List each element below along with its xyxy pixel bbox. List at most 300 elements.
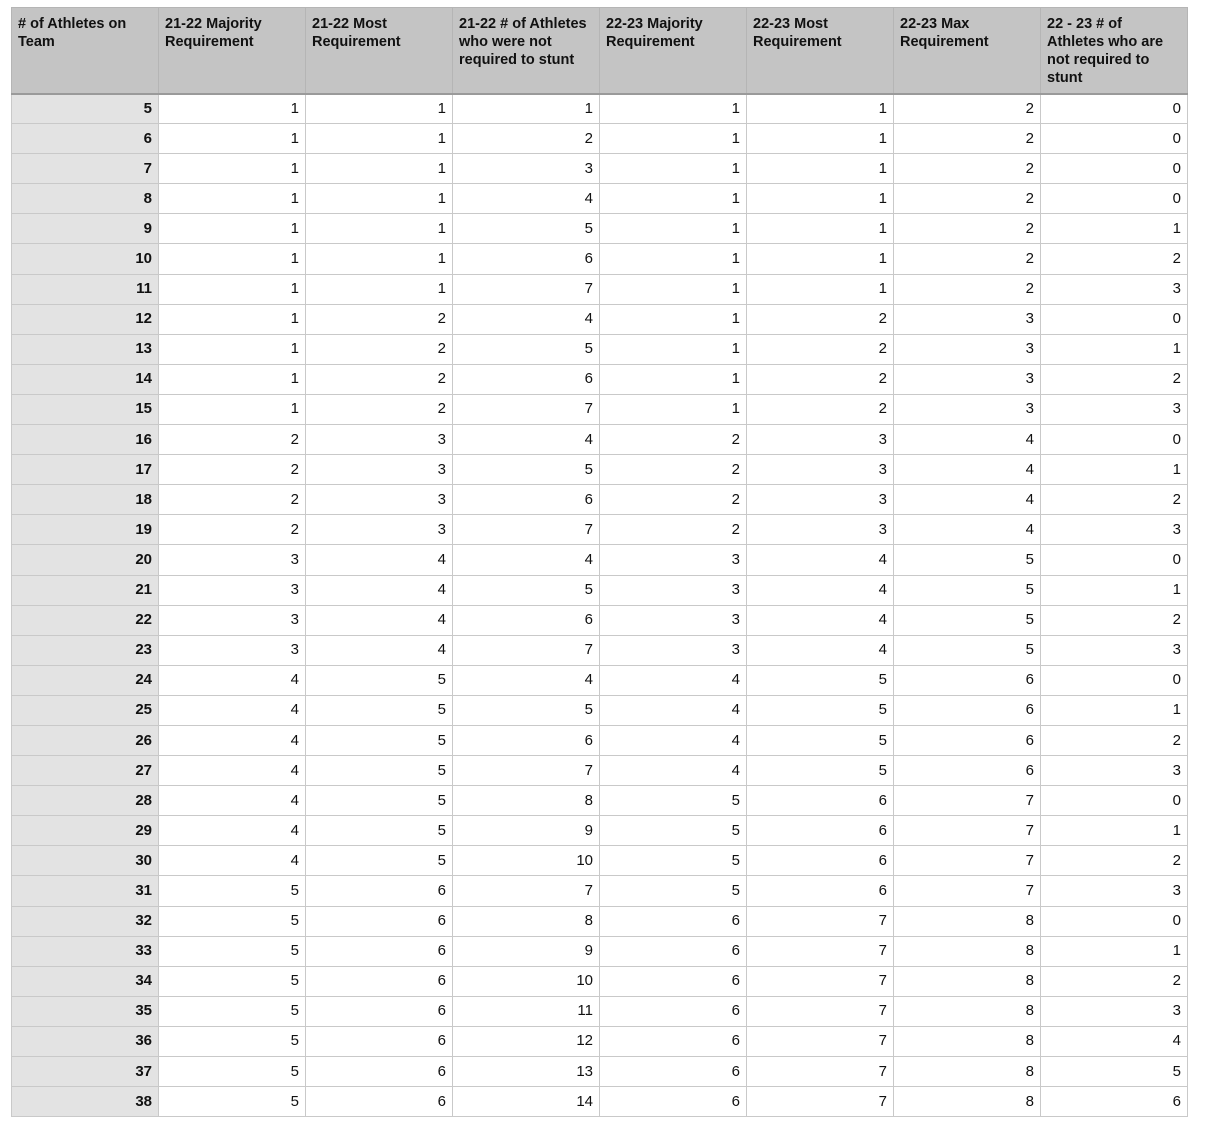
2223-majority-cell[interactable]: 3: [600, 575, 747, 605]
2223-majority-cell[interactable]: 1: [600, 154, 747, 184]
2223-most-cell[interactable]: 1: [747, 214, 894, 244]
2223-most-cell[interactable]: 1: [747, 184, 894, 214]
2223-most-cell[interactable]: 5: [747, 695, 894, 725]
athletes-on-team-cell[interactable]: 13: [12, 334, 159, 364]
2122-not-required-cell[interactable]: 1: [453, 94, 600, 124]
2223-not-required-cell[interactable]: 1: [1041, 816, 1188, 846]
athletes-on-team-cell[interactable]: 14: [12, 364, 159, 394]
athletes-on-team-cell[interactable]: 35: [12, 996, 159, 1026]
2122-most-cell[interactable]: 5: [306, 665, 453, 695]
2122-not-required-cell[interactable]: 8: [453, 906, 600, 936]
2223-most-cell[interactable]: 7: [747, 1057, 894, 1087]
table-row: [12, 124, 1188, 154]
2223-majority-cell[interactable]: 1: [600, 394, 747, 424]
table-row: [12, 304, 1188, 334]
2223-not-required-cell[interactable]: 3: [1041, 996, 1188, 1026]
2223-majority-cell[interactable]: 2: [600, 455, 747, 485]
2223-most-cell[interactable]: 1: [747, 94, 894, 124]
2223-not-required-cell[interactable]: 3: [1041, 635, 1188, 665]
2223-max-cell[interactable]: 6: [894, 756, 1041, 786]
2122-not-required-cell[interactable]: 7: [453, 756, 600, 786]
table-row: [12, 214, 1188, 244]
2223-most-cell[interactable]: 7: [747, 1026, 894, 1056]
2223-not-required-cell[interactable]: 2: [1041, 244, 1188, 274]
athletes-on-team-cell[interactable]: 17: [12, 455, 159, 485]
2122-most-cell[interactable]: 1: [306, 94, 453, 124]
2223-majority-cell[interactable]: 6: [600, 1057, 747, 1087]
2223-majority-cell[interactable]: 6: [600, 966, 747, 996]
2122-majority-cell[interactable]: 2: [159, 455, 306, 485]
header-2122-most-requirement[interactable]: 21-22 Most Requirement: [306, 8, 453, 94]
2122-majority-cell[interactable]: 3: [159, 605, 306, 635]
2223-not-required-cell[interactable]: 3: [1041, 515, 1188, 545]
2223-max-cell[interactable]: 8: [894, 936, 1041, 966]
2223-most-cell[interactable]: 4: [747, 575, 894, 605]
athletes-on-team-cell[interactable]: 38: [12, 1087, 159, 1117]
2223-majority-cell[interactable]: 1: [600, 274, 747, 304]
2122-most-cell[interactable]: 5: [306, 786, 453, 816]
2223-not-required-cell[interactable]: 0: [1041, 94, 1188, 124]
2122-most-cell[interactable]: 2: [306, 364, 453, 394]
athletes-on-team-cell[interactable]: 37: [12, 1057, 159, 1087]
2122-most-cell[interactable]: 4: [306, 575, 453, 605]
2223-most-cell[interactable]: 1: [747, 154, 894, 184]
athletes-on-team-cell[interactable]: 28: [12, 786, 159, 816]
athletes-on-team-cell[interactable]: 21: [12, 575, 159, 605]
2122-not-required-cell[interactable]: 5: [453, 575, 600, 605]
2122-majority-cell[interactable]: 2: [159, 425, 306, 455]
2223-majority-cell[interactable]: 5: [600, 786, 747, 816]
2122-majority-cell[interactable]: 5: [159, 1026, 306, 1056]
2122-not-required-cell[interactable]: 7: [453, 394, 600, 424]
2223-most-cell[interactable]: 3: [747, 455, 894, 485]
2122-not-required-cell[interactable]: 11: [453, 996, 600, 1026]
athletes-on-team-cell[interactable]: 22: [12, 605, 159, 635]
athletes-on-team-cell[interactable]: 8: [12, 184, 159, 214]
2122-majority-cell[interactable]: 4: [159, 695, 306, 725]
2223-not-required-cell[interactable]: 3: [1041, 274, 1188, 304]
2122-not-required-cell[interactable]: 4: [453, 304, 600, 334]
2122-not-required-cell[interactable]: 6: [453, 364, 600, 394]
2122-majority-cell[interactable]: 1: [159, 244, 306, 274]
2223-max-cell[interactable]: 8: [894, 906, 1041, 936]
2122-not-required-cell[interactable]: 5: [453, 695, 600, 725]
2122-most-cell[interactable]: 3: [306, 455, 453, 485]
2122-most-cell[interactable]: 5: [306, 816, 453, 846]
header-2122-majority-requirement[interactable]: 21-22 Majority Requirement: [159, 8, 306, 94]
athletes-on-team-cell[interactable]: 7: [12, 154, 159, 184]
2122-most-cell[interactable]: 1: [306, 124, 453, 154]
2122-most-cell[interactable]: 2: [306, 304, 453, 334]
athletes-on-team-cell[interactable]: 32: [12, 906, 159, 936]
athletes-on-team-cell[interactable]: 18: [12, 485, 159, 515]
2122-not-required-cell[interactable]: 7: [453, 635, 600, 665]
2122-not-required-cell[interactable]: 6: [453, 605, 600, 635]
2223-max-cell[interactable]: 5: [894, 575, 1041, 605]
2122-not-required-cell[interactable]: 9: [453, 816, 600, 846]
2223-max-cell[interactable]: 3: [894, 334, 1041, 364]
2223-max-cell[interactable]: 8: [894, 966, 1041, 996]
2122-majority-cell[interactable]: 3: [159, 635, 306, 665]
athletes-on-team-cell[interactable]: 26: [12, 725, 159, 755]
2122-majority-cell[interactable]: 1: [159, 154, 306, 184]
2122-not-required-cell[interactable]: 5: [453, 334, 600, 364]
2223-not-required-cell[interactable]: 5: [1041, 1057, 1188, 1087]
2223-majority-cell[interactable]: 3: [600, 605, 747, 635]
2223-majority-cell[interactable]: 6: [600, 906, 747, 936]
2223-max-cell[interactable]: 5: [894, 605, 1041, 635]
2223-majority-cell[interactable]: 1: [600, 334, 747, 364]
2223-not-required-cell[interactable]: 0: [1041, 425, 1188, 455]
table-row: [12, 906, 1188, 936]
athletes-on-team-cell[interactable]: 36: [12, 1026, 159, 1056]
2223-majority-cell[interactable]: 1: [600, 304, 747, 334]
2223-max-cell[interactable]: 4: [894, 515, 1041, 545]
2223-most-cell[interactable]: 7: [747, 936, 894, 966]
2122-majority-cell[interactable]: 1: [159, 334, 306, 364]
athletes-on-team-cell[interactable]: 30: [12, 846, 159, 876]
2122-most-cell[interactable]: 2: [306, 334, 453, 364]
2223-most-cell[interactable]: 6: [747, 846, 894, 876]
2223-not-required-cell[interactable]: 2: [1041, 725, 1188, 755]
table-row: [12, 184, 1188, 214]
2223-not-required-cell[interactable]: 0: [1041, 304, 1188, 334]
2223-most-cell[interactable]: 3: [747, 485, 894, 515]
2223-max-cell[interactable]: 6: [894, 725, 1041, 755]
2223-not-required-cell[interactable]: 0: [1041, 906, 1188, 936]
2122-most-cell[interactable]: 1: [306, 154, 453, 184]
2223-max-cell[interactable]: 4: [894, 455, 1041, 485]
table-row: [12, 1087, 1188, 1117]
2122-majority-cell[interactable]: 1: [159, 124, 306, 154]
2223-majority-cell[interactable]: 5: [600, 876, 747, 906]
2223-max-cell[interactable]: 2: [894, 154, 1041, 184]
2223-majority-cell[interactable]: 2: [600, 515, 747, 545]
header-2223-majority-requirement[interactable]: 22-23 Majority Requirement: [600, 8, 747, 94]
header-2122-athletes-not-required[interactable]: 21-22 # of Athletes who were not required to stunt: [453, 8, 600, 94]
2223-majority-cell[interactable]: 3: [600, 635, 747, 665]
2122-majority-cell[interactable]: 4: [159, 665, 306, 695]
2223-most-cell[interactable]: 7: [747, 906, 894, 936]
2223-max-cell[interactable]: 2: [894, 274, 1041, 304]
2122-most-cell[interactable]: 1: [306, 274, 453, 304]
athletes-on-team-cell[interactable]: 15: [12, 394, 159, 424]
table-row: [12, 786, 1188, 816]
2122-majority-cell[interactable]: 5: [159, 936, 306, 966]
2122-not-required-cell[interactable]: 6: [453, 244, 600, 274]
athletes-on-team-cell[interactable]: 20: [12, 545, 159, 575]
2122-majority-cell[interactable]: 1: [159, 304, 306, 334]
2223-majority-cell[interactable]: 1: [600, 94, 747, 124]
2223-majority-cell[interactable]: 6: [600, 1087, 747, 1117]
2122-most-cell[interactable]: 6: [306, 876, 453, 906]
2223-most-cell[interactable]: 1: [747, 124, 894, 154]
2223-most-cell[interactable]: 7: [747, 996, 894, 1026]
athletes-on-team-cell[interactable]: 25: [12, 695, 159, 725]
2223-most-cell[interactable]: 2: [747, 394, 894, 424]
2122-most-cell[interactable]: 5: [306, 846, 453, 876]
2223-majority-cell[interactable]: 4: [600, 725, 747, 755]
2223-most-cell[interactable]: 1: [747, 274, 894, 304]
2122-not-required-cell[interactable]: 7: [453, 515, 600, 545]
athletes-on-team-cell[interactable]: 34: [12, 966, 159, 996]
2122-majority-cell[interactable]: 5: [159, 876, 306, 906]
table-row: [12, 545, 1188, 575]
athletes-on-team-cell[interactable]: 11: [12, 274, 159, 304]
athletes-on-team-cell[interactable]: 9: [12, 214, 159, 244]
2122-most-cell[interactable]: 6: [306, 936, 453, 966]
2223-most-cell[interactable]: 6: [747, 876, 894, 906]
2122-most-cell[interactable]: 5: [306, 725, 453, 755]
2223-max-cell[interactable]: 7: [894, 846, 1041, 876]
2122-majority-cell[interactable]: 5: [159, 1057, 306, 1087]
header-athletes-on-team[interactable]: # of Athletes on Team: [12, 8, 159, 94]
2223-max-cell[interactable]: 3: [894, 394, 1041, 424]
2122-not-required-cell[interactable]: 8: [453, 786, 600, 816]
2122-not-required-cell[interactable]: 12: [453, 1026, 600, 1056]
2223-not-required-cell[interactable]: 4: [1041, 1026, 1188, 1056]
2223-most-cell[interactable]: 3: [747, 425, 894, 455]
2223-most-cell[interactable]: 3: [747, 515, 894, 545]
2122-most-cell[interactable]: 6: [306, 966, 453, 996]
2122-most-cell[interactable]: 6: [306, 1026, 453, 1056]
2223-max-cell[interactable]: 8: [894, 996, 1041, 1026]
header-2223-most-requirement[interactable]: 22-23 Most Requirement: [747, 8, 894, 94]
2122-majority-cell[interactable]: 3: [159, 545, 306, 575]
2122-majority-cell[interactable]: 5: [159, 966, 306, 996]
2223-max-cell[interactable]: 3: [894, 304, 1041, 334]
2122-most-cell[interactable]: 3: [306, 485, 453, 515]
athletes-on-team-cell[interactable]: 24: [12, 665, 159, 695]
2122-most-cell[interactable]: 5: [306, 695, 453, 725]
2223-not-required-cell[interactable]: 3: [1041, 876, 1188, 906]
table-row: [12, 94, 1188, 124]
2223-most-cell[interactable]: 1: [747, 244, 894, 274]
2223-majority-cell[interactable]: 1: [600, 244, 747, 274]
2223-not-required-cell[interactable]: 2: [1041, 364, 1188, 394]
2223-majority-cell[interactable]: 4: [600, 756, 747, 786]
2223-max-cell[interactable]: 2: [894, 244, 1041, 274]
2122-most-cell[interactable]: 4: [306, 635, 453, 665]
2122-majority-cell[interactable]: 3: [159, 575, 306, 605]
2223-most-cell[interactable]: 4: [747, 635, 894, 665]
2223-majority-cell[interactable]: 6: [600, 1026, 747, 1056]
2223-not-required-cell[interactable]: 0: [1041, 124, 1188, 154]
2122-majority-cell[interactable]: 1: [159, 274, 306, 304]
2122-not-required-cell[interactable]: 4: [453, 545, 600, 575]
2122-not-required-cell[interactable]: 9: [453, 936, 600, 966]
2223-most-cell[interactable]: 4: [747, 545, 894, 575]
2223-not-required-cell[interactable]: 0: [1041, 545, 1188, 575]
2122-majority-cell[interactable]: 1: [159, 214, 306, 244]
2122-not-required-cell[interactable]: 7: [453, 876, 600, 906]
table-header: [12, 8, 1188, 94]
2223-not-required-cell[interactable]: 2: [1041, 605, 1188, 635]
2223-most-cell[interactable]: 2: [747, 304, 894, 334]
table-row: [12, 455, 1188, 485]
2223-most-cell[interactable]: 2: [747, 334, 894, 364]
table-row: [12, 1057, 1188, 1087]
2122-most-cell[interactable]: 3: [306, 425, 453, 455]
2122-not-required-cell[interactable]: 4: [453, 665, 600, 695]
2122-majority-cell[interactable]: 4: [159, 816, 306, 846]
2223-not-required-cell[interactable]: 1: [1041, 214, 1188, 244]
2223-majority-cell[interactable]: 1: [600, 184, 747, 214]
2223-not-required-cell[interactable]: 1: [1041, 575, 1188, 605]
athletes-on-team-cell[interactable]: 33: [12, 936, 159, 966]
athletes-on-team-cell[interactable]: 6: [12, 124, 159, 154]
2223-max-cell[interactable]: 7: [894, 816, 1041, 846]
2223-max-cell[interactable]: 2: [894, 184, 1041, 214]
athletes-on-team-cell[interactable]: 27: [12, 756, 159, 786]
athletes-on-team-cell[interactable]: 16: [12, 425, 159, 455]
2223-not-required-cell[interactable]: 1: [1041, 695, 1188, 725]
2122-most-cell[interactable]: 2: [306, 394, 453, 424]
2122-majority-cell[interactable]: 4: [159, 846, 306, 876]
2223-not-required-cell[interactable]: 2: [1041, 846, 1188, 876]
2223-max-cell[interactable]: 3: [894, 364, 1041, 394]
2223-majority-cell[interactable]: 2: [600, 425, 747, 455]
athletes-on-team-cell[interactable]: 23: [12, 635, 159, 665]
2122-majority-cell[interactable]: 1: [159, 364, 306, 394]
2122-not-required-cell[interactable]: 13: [453, 1057, 600, 1087]
2223-not-required-cell[interactable]: 0: [1041, 154, 1188, 184]
table-row: [12, 816, 1188, 846]
2122-most-cell[interactable]: 1: [306, 184, 453, 214]
2122-majority-cell[interactable]: 4: [159, 725, 306, 755]
2122-most-cell[interactable]: 1: [306, 214, 453, 244]
2223-most-cell[interactable]: 4: [747, 605, 894, 635]
athletes-on-team-cell[interactable]: 10: [12, 244, 159, 274]
2223-majority-cell[interactable]: 1: [600, 124, 747, 154]
2122-most-cell[interactable]: 1: [306, 244, 453, 274]
2122-not-required-cell[interactable]: 10: [453, 966, 600, 996]
2122-most-cell[interactable]: 6: [306, 1057, 453, 1087]
athletes-on-team-cell[interactable]: 19: [12, 515, 159, 545]
2122-not-required-cell[interactable]: 10: [453, 846, 600, 876]
2223-not-required-cell[interactable]: 3: [1041, 756, 1188, 786]
2223-majority-cell[interactable]: 5: [600, 846, 747, 876]
table-body: [12, 94, 1188, 1117]
2122-majority-cell[interactable]: 2: [159, 485, 306, 515]
2223-majority-cell[interactable]: 6: [600, 936, 747, 966]
2122-not-required-cell[interactable]: 7: [453, 274, 600, 304]
2223-not-required-cell[interactable]: 0: [1041, 786, 1188, 816]
2223-not-required-cell[interactable]: 0: [1041, 184, 1188, 214]
2223-majority-cell[interactable]: 4: [600, 665, 747, 695]
2122-majority-cell[interactable]: 5: [159, 996, 306, 1026]
2122-most-cell[interactable]: 4: [306, 545, 453, 575]
2122-not-required-cell[interactable]: 14: [453, 1087, 600, 1117]
2223-not-required-cell[interactable]: 0: [1041, 665, 1188, 695]
header-2223-max-requirement[interactable]: 22-23 Max Requirement: [894, 8, 1041, 94]
2223-max-cell[interactable]: 6: [894, 665, 1041, 695]
2223-not-required-cell[interactable]: 2: [1041, 485, 1188, 515]
2223-not-required-cell[interactable]: 6: [1041, 1087, 1188, 1117]
2223-max-cell[interactable]: 4: [894, 485, 1041, 515]
2223-majority-cell[interactable]: 6: [600, 996, 747, 1026]
2122-most-cell[interactable]: 6: [306, 906, 453, 936]
table-row: [12, 936, 1188, 966]
2223-most-cell[interactable]: 7: [747, 966, 894, 996]
2223-not-required-cell[interactable]: 2: [1041, 966, 1188, 996]
2122-not-required-cell[interactable]: 6: [453, 725, 600, 755]
2223-max-cell[interactable]: 6: [894, 695, 1041, 725]
2122-not-required-cell[interactable]: 5: [453, 455, 600, 485]
2223-max-cell[interactable]: 2: [894, 124, 1041, 154]
athlete-stunt-requirements-table: [11, 7, 1188, 1117]
athletes-on-team-cell[interactable]: 31: [12, 876, 159, 906]
2122-most-cell[interactable]: 6: [306, 1087, 453, 1117]
2122-not-required-cell[interactable]: 5: [453, 214, 600, 244]
2223-max-cell[interactable]: 2: [894, 94, 1041, 124]
2223-most-cell[interactable]: 5: [747, 665, 894, 695]
2223-most-cell[interactable]: 5: [747, 756, 894, 786]
header-2223-athletes-not-required[interactable]: 22 - 23 # of Athletes who are not required to stunt: [1041, 8, 1188, 94]
2122-majority-cell[interactable]: 5: [159, 1087, 306, 1117]
table-row: [12, 695, 1188, 725]
2122-majority-cell[interactable]: 4: [159, 786, 306, 816]
2122-not-required-cell[interactable]: 4: [453, 425, 600, 455]
2122-majority-cell[interactable]: 1: [159, 184, 306, 214]
2223-not-required-cell[interactable]: 1: [1041, 936, 1188, 966]
table-row: [12, 425, 1188, 455]
2122-most-cell[interactable]: 6: [306, 996, 453, 1026]
athletes-on-team-cell[interactable]: 5: [12, 94, 159, 124]
2223-majority-cell[interactable]: 1: [600, 364, 747, 394]
2223-not-required-cell[interactable]: 1: [1041, 455, 1188, 485]
2223-max-cell[interactable]: 4: [894, 425, 1041, 455]
2223-most-cell[interactable]: 5: [747, 725, 894, 755]
2223-max-cell[interactable]: 7: [894, 876, 1041, 906]
2122-not-required-cell[interactable]: 3: [453, 154, 600, 184]
2223-max-cell[interactable]: 2: [894, 214, 1041, 244]
athletes-on-team-cell[interactable]: 29: [12, 816, 159, 846]
2223-not-required-cell[interactable]: 1: [1041, 334, 1188, 364]
2223-majority-cell[interactable]: 4: [600, 695, 747, 725]
2223-not-required-cell[interactable]: 3: [1041, 394, 1188, 424]
2223-most-cell[interactable]: 6: [747, 816, 894, 846]
2122-majority-cell[interactable]: 1: [159, 94, 306, 124]
2223-max-cell[interactable]: 5: [894, 635, 1041, 665]
2223-max-cell[interactable]: 8: [894, 1087, 1041, 1117]
2122-majority-cell[interactable]: 4: [159, 756, 306, 786]
2122-most-cell[interactable]: 4: [306, 605, 453, 635]
2223-most-cell[interactable]: 2: [747, 364, 894, 394]
2122-most-cell[interactable]: 3: [306, 515, 453, 545]
2223-most-cell[interactable]: 6: [747, 786, 894, 816]
2223-majority-cell[interactable]: 3: [600, 545, 747, 575]
table-row: [12, 274, 1188, 304]
2122-majority-cell[interactable]: 5: [159, 906, 306, 936]
2122-not-required-cell[interactable]: 2: [453, 124, 600, 154]
2122-majority-cell[interactable]: 2: [159, 515, 306, 545]
athletes-on-team-cell[interactable]: 12: [12, 304, 159, 334]
2223-majority-cell[interactable]: 5: [600, 816, 747, 846]
2223-max-cell[interactable]: 8: [894, 1026, 1041, 1056]
2223-majority-cell[interactable]: 2: [600, 485, 747, 515]
table-row: [12, 725, 1188, 755]
2122-not-required-cell[interactable]: 6: [453, 485, 600, 515]
2223-max-cell[interactable]: 8: [894, 1057, 1041, 1087]
2223-max-cell[interactable]: 5: [894, 545, 1041, 575]
2223-max-cell[interactable]: 7: [894, 786, 1041, 816]
2223-majority-cell[interactable]: 1: [600, 214, 747, 244]
2122-most-cell[interactable]: 5: [306, 756, 453, 786]
2122-not-required-cell[interactable]: 4: [453, 184, 600, 214]
2122-majority-cell[interactable]: 1: [159, 394, 306, 424]
2223-most-cell[interactable]: 7: [747, 1087, 894, 1117]
